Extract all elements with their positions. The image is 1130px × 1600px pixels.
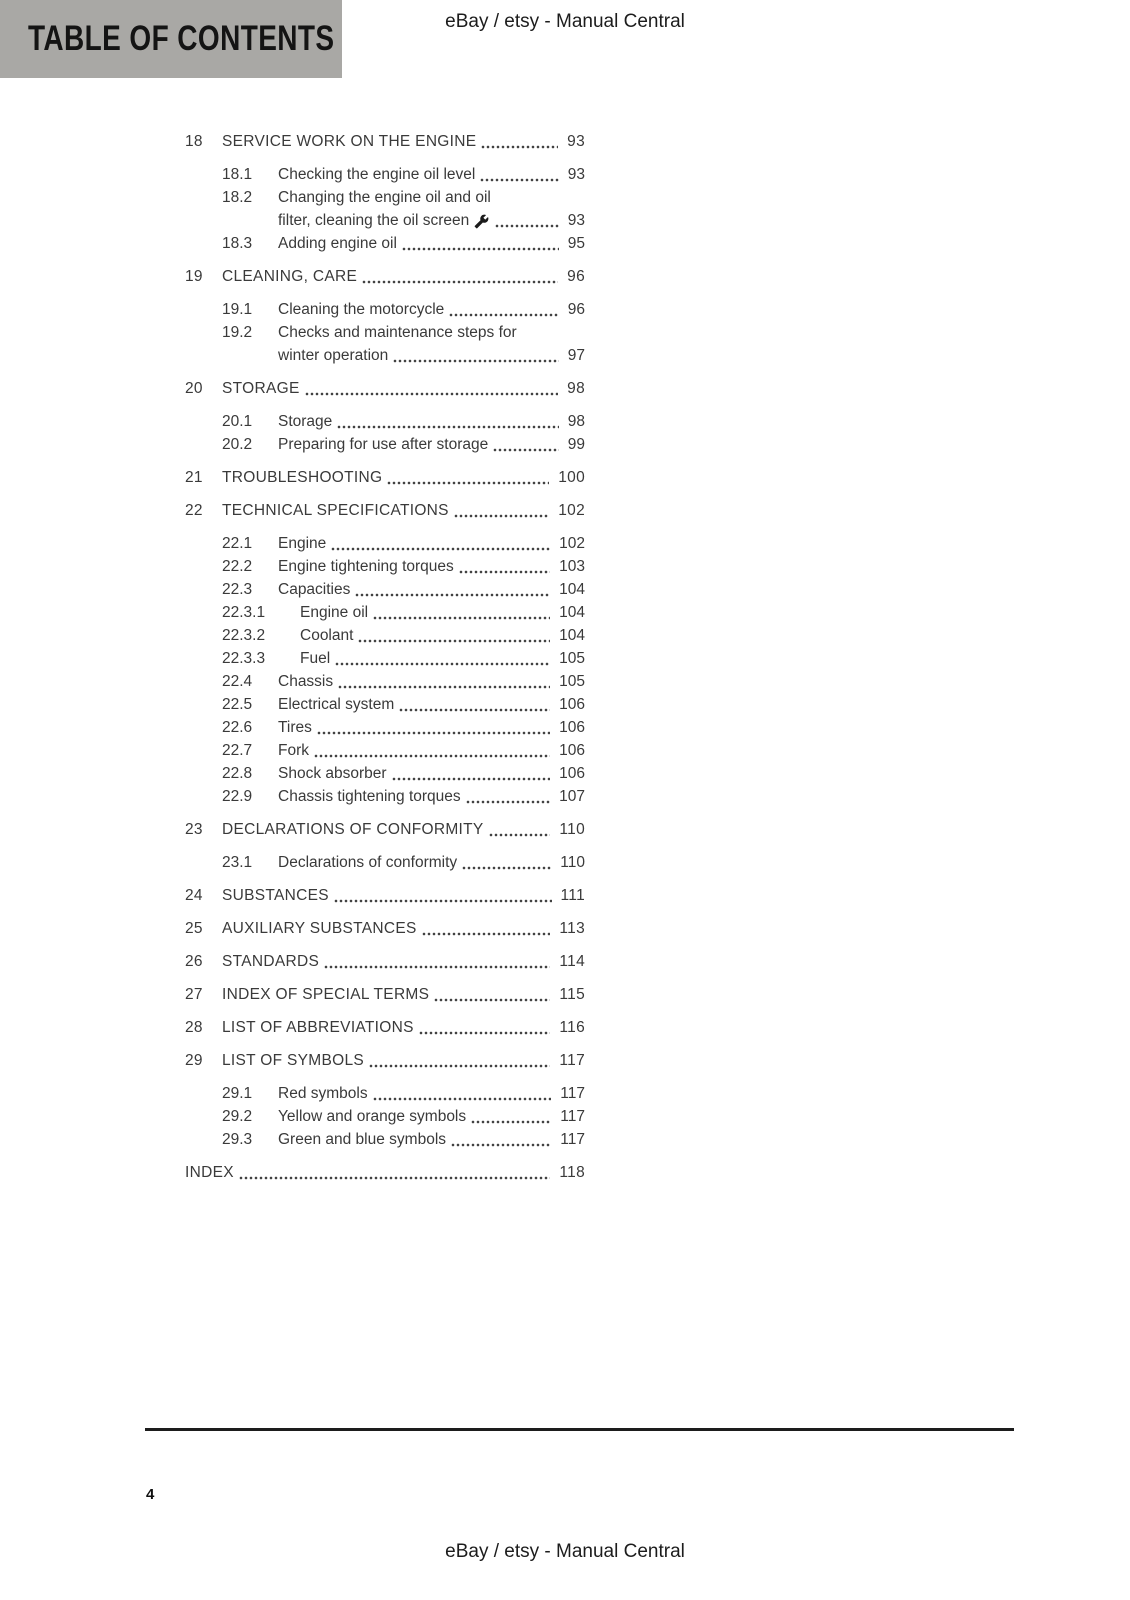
- toc-entry: [185, 298, 585, 321]
- toc-entry-title: Fork: [278, 742, 309, 759]
- toc-entry-page: 102: [559, 535, 585, 552]
- toc-entry-title: Checks and maintenance steps for: [278, 324, 517, 341]
- toc-entry-number: 22.9: [222, 788, 253, 805]
- toc-entry-title: Checking the engine oil level: [278, 166, 476, 183]
- toc-entry-number: 22.4: [222, 673, 253, 690]
- toc-entry-number: 28: [185, 1019, 203, 1036]
- toc-entry-page: 117: [559, 1052, 585, 1069]
- toc-entry-page: 97: [567, 347, 585, 364]
- toc-entry: [185, 647, 585, 670]
- dot-leader: [239, 1175, 551, 1181]
- toc-entry-page: 104: [559, 627, 585, 644]
- toc-entry-number: 22.3.3: [222, 650, 266, 667]
- toc-entry-page: 106: [559, 765, 585, 782]
- toc-entry: [185, 1161, 585, 1184]
- toc-entry-page: 104: [559, 581, 585, 598]
- footer-rule: [145, 1428, 1014, 1431]
- toc-entry-number: 29.1: [222, 1085, 253, 1102]
- toc-entry-page: 102: [558, 502, 585, 519]
- toc-entry: [185, 762, 585, 785]
- toc-entry: [185, 265, 585, 288]
- toc-entry: [185, 1105, 585, 1128]
- toc-entry-title: INDEX OF SPECIAL TERMS: [222, 986, 430, 1003]
- toc-entry-number: 29.3: [222, 1131, 253, 1148]
- toc-entry-number: 27: [185, 986, 203, 1003]
- toc-entry-title: filter, cleaning the oil screen: [278, 212, 470, 229]
- dot-leader: [402, 246, 559, 252]
- toc-entry: [185, 884, 585, 907]
- toc-entry-number: 25: [185, 920, 203, 937]
- toc-entry-page: 93: [567, 133, 585, 150]
- toc-entry-page: 105: [559, 650, 585, 667]
- toc-entry: [185, 785, 585, 808]
- dot-leader: [305, 391, 559, 397]
- toc-entry-title: STORAGE: [222, 380, 300, 397]
- toc-entry-title: SERVICE WORK ON THE ENGINE: [222, 133, 477, 150]
- toc-entry: [185, 578, 585, 601]
- toc-entry-number: 29.2: [222, 1108, 253, 1125]
- toc-entry-number: 22: [185, 502, 203, 519]
- toc-entry-page: 114: [559, 953, 585, 970]
- dot-leader: [317, 730, 550, 736]
- toc-entry-title: Capacities: [278, 581, 351, 598]
- toc-entry: [185, 410, 585, 433]
- toc-entry-title: Coolant: [300, 627, 354, 644]
- toc-entry: [185, 950, 585, 973]
- toc-entry-title: INDEX: [185, 1164, 234, 1181]
- toc-entry-title: SUBSTANCES: [222, 887, 329, 904]
- toc-entry-page: 106: [559, 696, 585, 713]
- toc-entry: [185, 555, 585, 578]
- dot-leader: [481, 144, 558, 150]
- toc-entry-page: 117: [560, 1108, 585, 1125]
- toc-entry-title: Adding engine oil: [278, 235, 397, 252]
- toc-entry-title: Tires: [278, 719, 312, 736]
- toc-entry: [185, 1128, 585, 1151]
- dot-leader: [369, 1063, 550, 1069]
- toc-entry-title: Engine oil: [300, 604, 369, 621]
- toc-entry: [185, 186, 585, 232]
- toc-entry-page: 116: [559, 1019, 585, 1036]
- dot-leader: [335, 661, 550, 667]
- toc-entry-number: 19.2: [222, 324, 253, 341]
- document-footer: eBay / etsy - Manual Central: [445, 1541, 685, 1562]
- toc-entry-page: 118: [559, 1164, 585, 1181]
- toc-entry-number: 19: [185, 268, 203, 285]
- toc-entry-number: 22.6: [222, 719, 253, 736]
- toc-entry-number: 26: [185, 953, 203, 970]
- toc-entry-number: 24: [185, 887, 203, 904]
- toc-entry: [185, 532, 585, 555]
- wrench-icon: [474, 214, 489, 229]
- toc-entry-title: TROUBLESHOOTING: [222, 469, 383, 486]
- toc-entry-page: 95: [567, 235, 585, 252]
- toc-entry: [185, 601, 585, 624]
- dot-leader: [331, 546, 550, 552]
- toc-entry: [185, 917, 585, 940]
- toc-entry-title: Chassis tightening torques: [278, 788, 461, 805]
- toc-entry-title: Engine tightening torques: [278, 558, 454, 575]
- toc-entry-title: Shock absorber: [278, 765, 387, 782]
- toc-entry-title: LIST OF ABBREVIATIONS: [222, 1019, 414, 1036]
- toc-entry: [185, 433, 585, 456]
- toc-entry-title: Electrical system: [278, 696, 395, 713]
- toc-entry: [185, 377, 585, 400]
- dot-leader: [387, 480, 549, 486]
- toc-entry-page: 98: [567, 380, 585, 397]
- dot-leader: [362, 279, 558, 285]
- dot-leader: [314, 753, 550, 759]
- dot-leader: [393, 358, 558, 364]
- toc-entry-page: 100: [558, 469, 585, 486]
- toc-entry-title: Preparing for use after storage: [278, 436, 489, 453]
- toc-entry: [185, 163, 585, 186]
- toc-entry-title: Red symbols: [278, 1085, 368, 1102]
- toc-entry: [185, 1082, 585, 1105]
- dot-leader: [493, 447, 559, 453]
- toc-entry: [185, 670, 585, 693]
- toc-entry-number: 22.8: [222, 765, 253, 782]
- toc-entry-page: 93: [567, 212, 585, 229]
- dot-leader: [334, 898, 552, 904]
- toc-entry-number: 18.2: [222, 189, 253, 206]
- toc-entry-title: DECLARATIONS OF CONFORMITY: [222, 821, 484, 838]
- dot-leader: [434, 997, 550, 1003]
- toc-entry-title: Declarations of conformity: [278, 854, 458, 871]
- dot-leader: [454, 513, 549, 519]
- toc-entry-title: Changing the engine oil and oil: [278, 189, 491, 206]
- dot-leader: [449, 312, 558, 318]
- dot-leader: [471, 1119, 551, 1125]
- toc-list: [185, 130, 585, 1184]
- toc-entry-page: 104: [559, 604, 585, 621]
- dot-leader: [355, 592, 550, 598]
- dot-leader: [358, 638, 550, 644]
- toc-entry-number: 22.3.1: [222, 604, 266, 621]
- document-header: eBay / etsy - Manual Central: [445, 11, 685, 32]
- toc-entry-number: 18.3: [222, 235, 253, 252]
- toc-entry-page: 93: [567, 166, 585, 183]
- toc-entry-title: CLEANING, CARE: [222, 268, 358, 285]
- toc-entry: [185, 499, 585, 522]
- toc-entry: [185, 983, 585, 1006]
- toc-entry-page: 96: [567, 268, 585, 285]
- toc-entry-number: 22.3: [222, 581, 253, 598]
- dot-leader: [459, 569, 550, 575]
- dot-leader: [337, 424, 558, 430]
- toc-entry: [185, 693, 585, 716]
- toc-entry-page: 96: [567, 301, 585, 318]
- toc-entry: [185, 818, 585, 841]
- dot-leader: [495, 223, 558, 229]
- toc-entry-title: TECHNICAL SPECIFICATIONS: [222, 502, 449, 519]
- toc-entry-title: LIST OF SYMBOLS: [222, 1052, 365, 1069]
- toc-entry-number: 18.1: [222, 166, 253, 183]
- toc-entry-number: 22.2: [222, 558, 253, 575]
- toc-entry-number: 22.7: [222, 742, 253, 759]
- dot-leader: [392, 776, 551, 782]
- toc-entry-page: 115: [559, 986, 585, 1003]
- toc-entry: [185, 130, 585, 153]
- toc-entry-number: 22.1: [222, 535, 253, 552]
- toc-entry-title: Fuel: [300, 650, 331, 667]
- dot-leader: [422, 931, 551, 937]
- toc-entry-title: Engine: [278, 535, 327, 552]
- dot-leader: [338, 684, 550, 690]
- toc-entry-number: 19.1: [222, 301, 253, 318]
- toc-entry-number: 21: [185, 469, 203, 486]
- toc-entry: [185, 624, 585, 647]
- section-banner-label: TABLE OF CONTENTS: [28, 19, 335, 58]
- toc-entry-number: 23: [185, 821, 203, 838]
- dot-leader: [451, 1142, 551, 1148]
- toc-entry: [185, 1016, 585, 1039]
- toc-entry-page: 107: [559, 788, 585, 805]
- page-number: 4: [146, 1486, 155, 1503]
- toc-entry-title: STANDARDS: [222, 953, 320, 970]
- toc-entry-title: winter operation: [278, 347, 389, 364]
- toc-entry-page: 103: [559, 558, 585, 575]
- toc-entry: [185, 1049, 585, 1072]
- toc-entry-page: 117: [560, 1085, 585, 1102]
- toc-entry: [185, 716, 585, 739]
- toc-entry: [185, 851, 585, 874]
- dot-leader: [373, 1096, 552, 1102]
- dot-leader: [480, 177, 558, 183]
- toc-entry-number: 29: [185, 1052, 203, 1069]
- toc-entry: [185, 232, 585, 255]
- toc-entry-title: Green and blue symbols: [278, 1131, 447, 1148]
- toc-entry-number: 20: [185, 380, 203, 397]
- toc-entry-title: Cleaning the motorcycle: [278, 301, 445, 318]
- toc-entry-page: 110: [559, 821, 585, 838]
- toc-entry-page: 113: [559, 920, 585, 937]
- dot-leader: [462, 865, 551, 871]
- toc-entry: [185, 739, 585, 762]
- dot-leader: [373, 615, 550, 621]
- toc-entry-number: 23.1: [222, 854, 253, 871]
- dot-leader: [489, 832, 551, 838]
- toc-entry-page: 106: [559, 742, 585, 759]
- toc-entry: [185, 466, 585, 489]
- dot-leader: [419, 1030, 551, 1036]
- toc-entry-page: 117: [560, 1131, 585, 1148]
- toc-entry-title: Storage: [278, 413, 333, 430]
- toc-entry: [185, 321, 585, 367]
- toc-entry-title: Yellow and orange symbols: [278, 1108, 467, 1125]
- toc-entry-page: 99: [567, 436, 585, 453]
- toc-entry-title: AUXILIARY SUBSTANCES: [222, 920, 417, 937]
- dot-leader: [324, 964, 550, 970]
- toc-entry-number: 20.1: [222, 413, 253, 430]
- toc-entry-page: 111: [560, 887, 585, 904]
- toc-entry-number: 20.2: [222, 436, 253, 453]
- toc-entry-number: 18: [185, 133, 203, 150]
- toc-entry-number: 22.3.2: [222, 627, 266, 644]
- toc-entry-page: 105: [559, 673, 585, 690]
- dot-leader: [399, 707, 550, 713]
- dot-leader: [466, 799, 550, 805]
- toc-entry-title: Chassis: [278, 673, 334, 690]
- toc-entry-number: 22.5: [222, 696, 253, 713]
- toc-entry-page: 110: [560, 854, 585, 871]
- toc-entry-page: 106: [559, 719, 585, 736]
- toc-entry-page: 98: [567, 413, 585, 430]
